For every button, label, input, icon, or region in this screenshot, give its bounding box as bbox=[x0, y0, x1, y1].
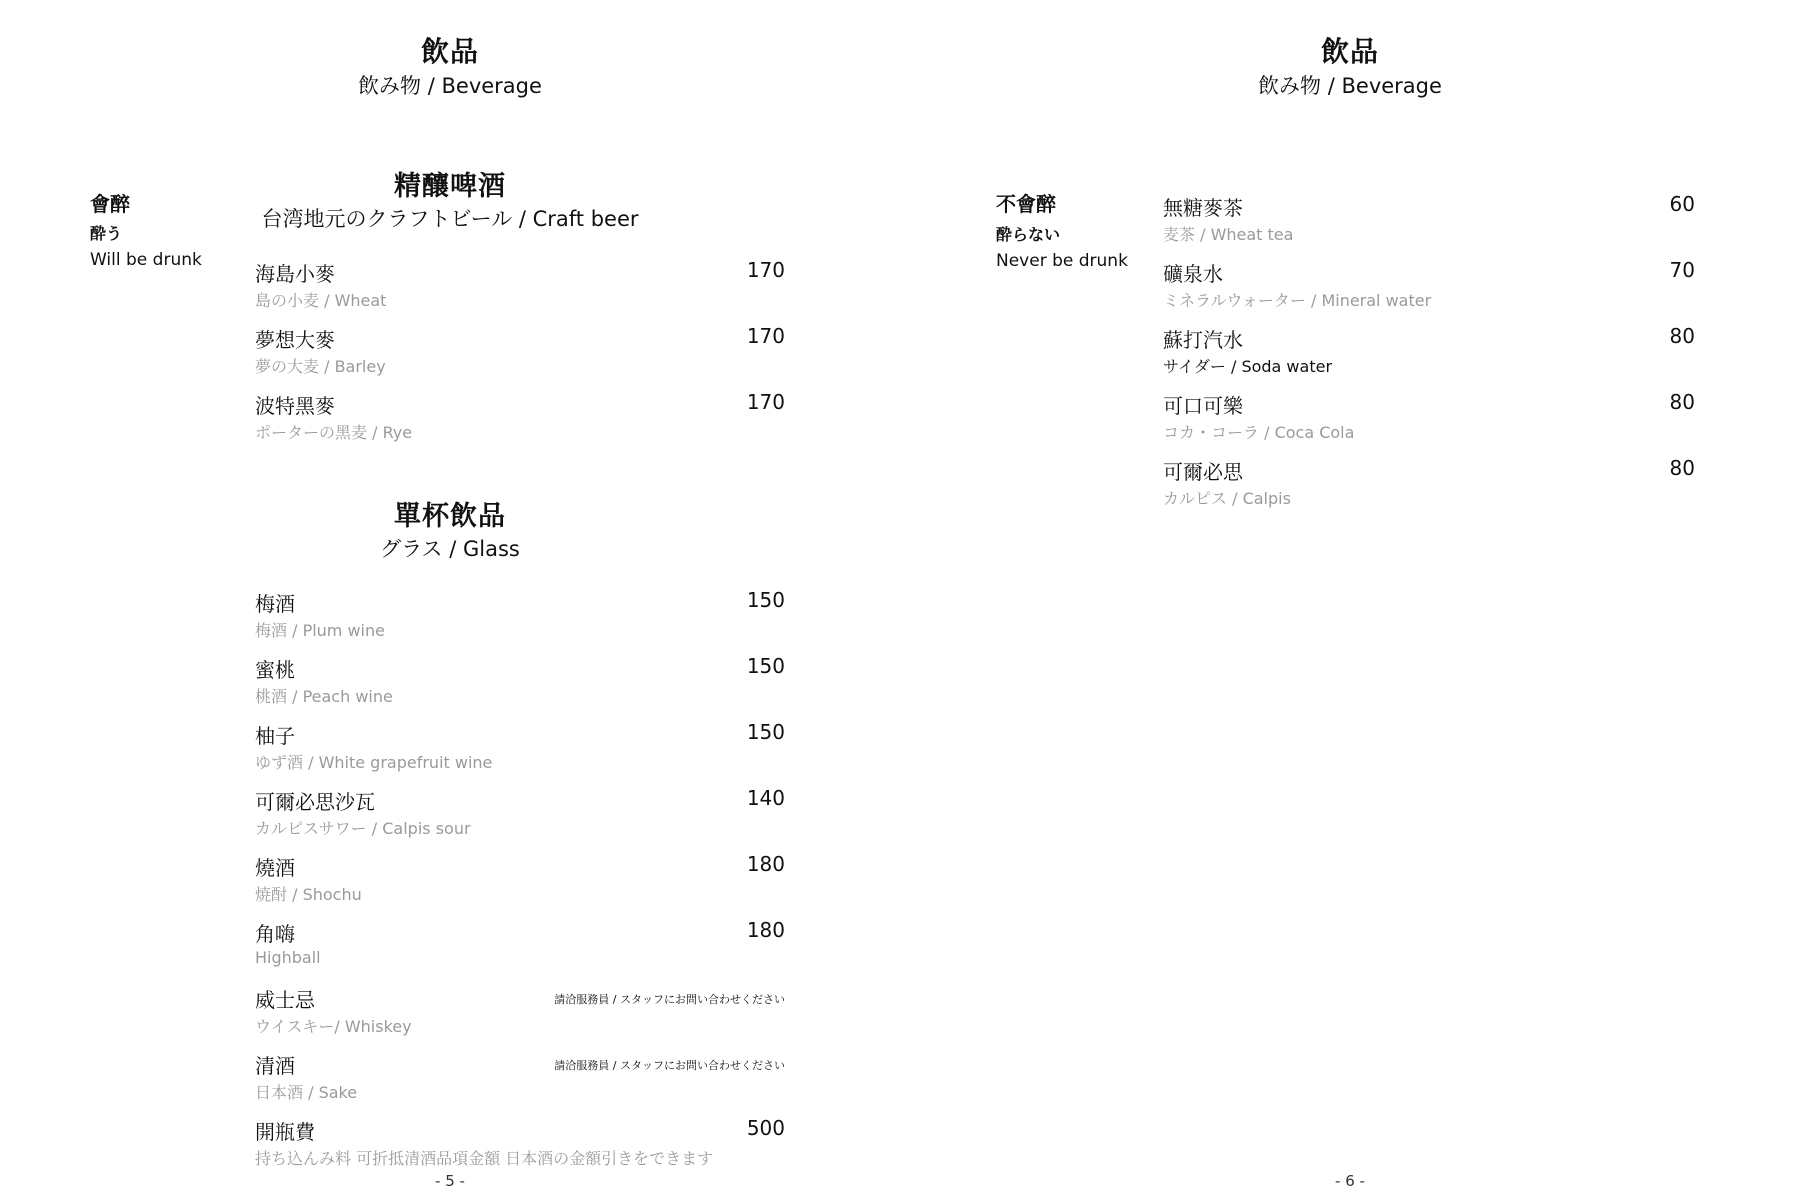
item-description: カルピスサワー / Calpis sour bbox=[255, 819, 471, 838]
side-label-ja: 酔う bbox=[90, 224, 123, 243]
item-description: 梅酒 / Plum wine bbox=[255, 621, 385, 640]
section-title-craft-beer: 精釀啤酒 bbox=[394, 171, 506, 202]
item-price: 150 bbox=[746, 720, 785, 744]
menu-item-barley bbox=[255, 324, 785, 386]
side-label-en: Will be drunk bbox=[90, 250, 202, 270]
item-name: 蘇打汽水 bbox=[1163, 328, 1243, 352]
item-description: 焼酎 / Shochu bbox=[255, 885, 362, 904]
item-description: 桃酒 / Peach wine bbox=[255, 687, 393, 706]
item-description: 麦茶 / Wheat tea bbox=[1163, 225, 1294, 244]
page-number: - 6 - bbox=[1335, 1172, 1365, 1190]
side-label-zh: 會醉 bbox=[90, 192, 130, 216]
section-subtitle-glass: グラス / Glass bbox=[380, 537, 520, 561]
item-name: 燒酒 bbox=[255, 856, 295, 880]
item-price: 170 bbox=[746, 258, 785, 282]
menu-item-coca-cola bbox=[1163, 390, 1695, 452]
item-name: 角嗨 bbox=[255, 922, 295, 946]
item-name: 無糖麥茶 bbox=[1163, 196, 1243, 220]
item-description: カルピス / Calpis bbox=[1163, 489, 1291, 508]
item-name: 可爾必思沙瓦 bbox=[255, 790, 375, 814]
item-name: 可口可樂 bbox=[1163, 394, 1243, 418]
item-price: 170 bbox=[746, 324, 785, 348]
item-description: 日本酒 / Sake bbox=[255, 1083, 358, 1102]
item-price: 150 bbox=[746, 654, 785, 678]
item-price: 180 bbox=[746, 918, 785, 942]
item-description: Highball bbox=[255, 948, 321, 967]
menu-item-wheat bbox=[255, 258, 785, 320]
item-description: 持ち込んみ料 可折抵清酒品項金額 日本酒の金額引きをできます bbox=[255, 1149, 714, 1168]
item-name: 海島小麥 bbox=[255, 262, 335, 286]
menu-item-shochu bbox=[255, 852, 785, 914]
section-subtitle-craft-beer: 台湾地元のクラフトビール / Craft beer bbox=[261, 207, 639, 231]
menu-item-calpis bbox=[1163, 456, 1695, 518]
item-ask-staff-note: 請洽服務員 / スタッフにお問い合わせください bbox=[554, 993, 785, 1006]
item-price: 500 bbox=[746, 1116, 785, 1140]
item-description: ミネラルウォーター / Mineral water bbox=[1163, 291, 1432, 310]
item-price: 80 bbox=[1669, 324, 1695, 348]
item-name: 礦泉水 bbox=[1163, 262, 1223, 286]
menu-item-rye bbox=[255, 390, 785, 452]
item-name: 柚子 bbox=[255, 724, 295, 748]
section-title-glass: 單杯飲品 bbox=[394, 501, 506, 532]
item-name: 梅酒 bbox=[255, 592, 295, 616]
item-description: ポーターの黑麦 / Rye bbox=[255, 423, 413, 442]
menu-item-plum-wine bbox=[255, 588, 785, 650]
item-name: 夢想大麥 bbox=[255, 328, 335, 352]
menu-item-sake bbox=[255, 1050, 785, 1112]
item-price: 170 bbox=[746, 390, 785, 414]
item-price: 180 bbox=[746, 852, 785, 876]
item-name: 威士忌 bbox=[255, 988, 315, 1012]
side-label-ja: 酔らない bbox=[996, 225, 1061, 244]
menu-item-yuzu bbox=[255, 720, 785, 782]
menu-item-corkage-fee bbox=[255, 1116, 785, 1178]
menu-item-whiskey bbox=[255, 984, 785, 1046]
page-title: 飲品 bbox=[1320, 35, 1379, 68]
item-price: 80 bbox=[1669, 456, 1695, 480]
item-description: コカ・コーラ / Coca Cola bbox=[1163, 423, 1355, 442]
menu-item-calpis-sour bbox=[255, 786, 785, 848]
menu-item-peach-wine bbox=[255, 654, 785, 716]
item-description: 夢の大麦 / Barley bbox=[255, 357, 386, 376]
item-name: 開瓶費 bbox=[255, 1120, 315, 1144]
menu-item-highball bbox=[255, 918, 785, 980]
page-number: - 5 - bbox=[435, 1172, 465, 1190]
side-label-zh: 不會醉 bbox=[996, 192, 1056, 216]
item-name: 波特黑麥 bbox=[255, 394, 335, 418]
item-name: 蜜桃 bbox=[255, 658, 295, 682]
menu-item-mineral-water bbox=[1163, 258, 1695, 320]
item-price: 60 bbox=[1669, 192, 1695, 216]
item-name: 可爾必思 bbox=[1163, 460, 1243, 484]
item-description: 島の小麦 / Wheat bbox=[255, 291, 387, 310]
page-title: 飲品 bbox=[420, 35, 479, 68]
item-price: 80 bbox=[1669, 390, 1695, 414]
item-description: サイダー / Soda water bbox=[1163, 357, 1333, 376]
item-description: ゆず酒 / White grapefruit wine bbox=[255, 753, 493, 772]
item-price: 140 bbox=[746, 786, 785, 810]
side-label-en: Never be drunk bbox=[996, 251, 1128, 271]
item-price: 70 bbox=[1669, 258, 1695, 282]
item-price: 150 bbox=[746, 588, 785, 612]
menu-item-wheat-tea bbox=[1163, 192, 1695, 254]
item-ask-staff-note: 請洽服務員 / スタッフにお問い合わせください bbox=[554, 1059, 785, 1072]
menu-item-soda-water bbox=[1163, 324, 1695, 386]
item-description: ウイスキー/ Whiskey bbox=[255, 1017, 412, 1036]
menu-page-6 bbox=[900, 0, 1800, 1200]
page-subtitle: 飲み物 / Beverage bbox=[358, 74, 542, 98]
item-name: 清酒 bbox=[255, 1054, 295, 1078]
page-subtitle: 飲み物 / Beverage bbox=[1258, 74, 1442, 98]
